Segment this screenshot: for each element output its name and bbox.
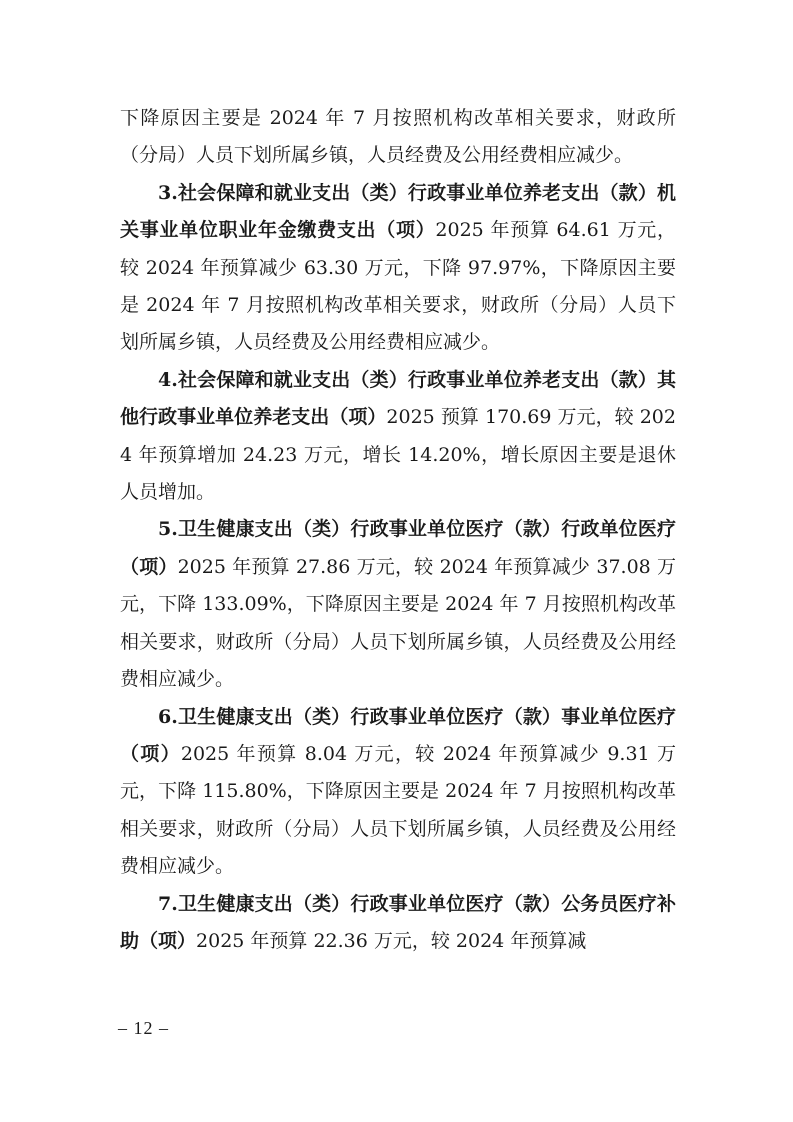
- paragraph-item-5: [120, 511, 676, 698]
- item-heading: 6.卫生健康支出（类）行政事业单位医疗（款）事业单位医疗（项）: [120, 705, 676, 765]
- document-body: [120, 100, 676, 960]
- paragraph-item-3: [120, 175, 676, 362]
- item-body: 2025 年预算 22.36 万元，较 2024 年预算减: [196, 929, 587, 952]
- item-body: 2025 年预算 27.86 万元，较 2024 年预算减少 37.08 万元，下降 133.09%，下降原因主要是 2024 年 7 月按照机构改革相关要求，财政所（分局）人员下划所属乡镇，人员经费及公用经费相应减少。: [120, 555, 676, 691]
- paragraph-item-4: [120, 362, 676, 512]
- page-number: – 12 –: [118, 1018, 169, 1038]
- item-body: 2025 年预算 64.61 万元，较 2024 年预算减少 63.30 万元，下降 97.97%，下降原因主要是 2024 年 7 月按照机构改革相关要求，财政所（分局）人员下划所属乡镇，人员经费及公用经费相应减少。: [120, 219, 676, 354]
- paragraph-continuation: [120, 100, 676, 175]
- item-body: 2025 预算 170.69 万元，较 2024 年预算增加 24.23 万元，增长 14.20%，增长原因主要是退休人员增加。: [120, 406, 676, 504]
- item-body: 2025 年预算 8.04 万元，较 2024 年预算减少 9.31 万元，下降 115.80%，下降原因主要是 2024 年 7 月按照机构改革相关要求，财政所（分局）人员下划所属乡镇，人员经费及公用经费相应减少。: [120, 742, 676, 878]
- item-heading: 3.社会保障和就业支出（类）行政事业单位养老支出（款）机关事业单位职业年金缴费支出（项）: [120, 181, 676, 242]
- item-heading: 5.卫生健康支出（类）行政事业单位医疗（款）行政单位医疗（项）: [120, 518, 676, 578]
- paragraph-item-7: [120, 886, 676, 961]
- paragraph-body: 下降原因主要是 2024 年 7 月按照机构改革相关要求，财政所（分局）人员下划所属乡镇，人员经费及公用经费相应减少。: [120, 107, 676, 167]
- item-heading: 7.卫生健康支出（类）行政事业单位医疗（款）公务员医疗补助（项）: [120, 892, 676, 952]
- item-heading: 4.社会保障和就业支出（类）行政事业单位养老支出（款）其他行政事业单位养老支出（项）: [120, 368, 676, 429]
- paragraph-item-6: [120, 699, 676, 886]
